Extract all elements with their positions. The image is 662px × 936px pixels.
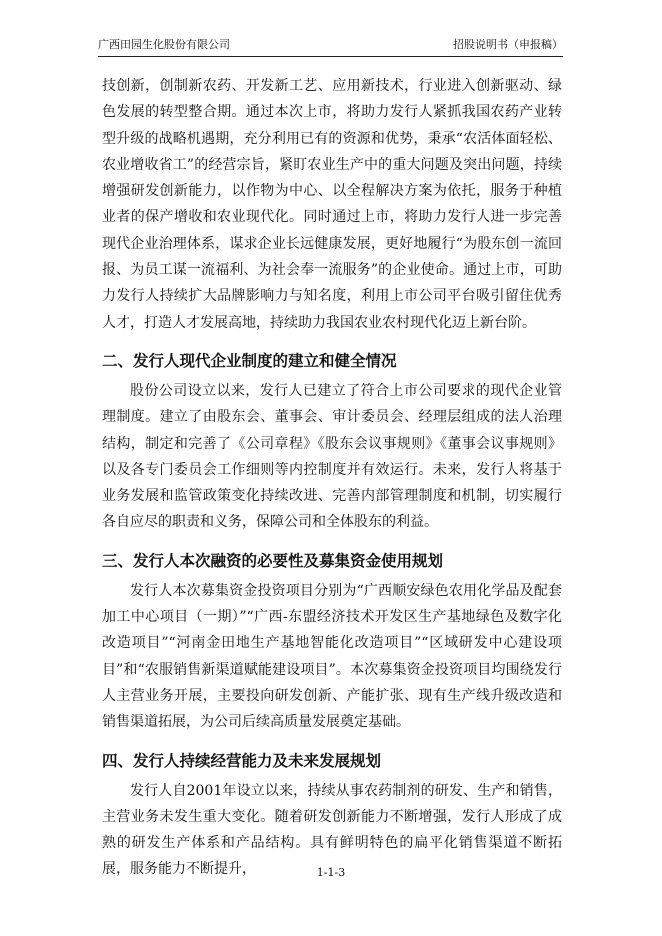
section-3-paragraph: 发行人本次募集资金投资项目分别为“广西顺安绿色农用化学品及配套加工中心项目（一期）”“广西-东盟经济技术开发区生产基地绿色及数字化改造项目”“河南金田地生产基地智能化改造项目”“区域研发中心建设项目”和“农服销售新渠道赋能建设项目”。本次募集资金投资项目均围绕发行人主营业务开展，主要投向研发创新、产能扩张、现有生产线升级改造和销售渠道拓展，为公司后续高质量发展奠定基础。 bbox=[102, 582, 562, 731]
header-document-type: 招股说明书（申报稿） bbox=[453, 38, 563, 51]
section-4-heading: 四、发行人持续经营能力及未来发展规划 bbox=[102, 751, 382, 770]
page-number: 1-1-3 bbox=[316, 866, 346, 879]
page-header bbox=[98, 34, 563, 57]
document-body bbox=[102, 73, 562, 883]
intro-paragraph: 技创新，创制新农药、开发新工艺、应用新技术，行业进入创新驱动、绿色发展的转型整合期。通过本次上市，将助力发行人紧抓我国农药产业转型升级的战略机遇期，充分利用已有的资源和优势，秉承“农活体面轻松、农业增收省工”的经营宗旨，紧盯农业生产中的重大问题及突出问题，持续增强研发创新能力，以作物为中心、以全程解决方案为依托，服务于种植业者的保产增收和农业现代化。同时通过上市，将助力发行人进一步完善现代企业治理体系，谋求企业长远健康发展，更好地履行“为股东创一流回报、为员工谋一流福利、为社会奉一流服务”的企业使命。通过上市，可助力发行人持续扩大品牌影响力与知名度，利用上市公司平台吸引留住优秀人才，打造人才发展高地，持续助力我国农业农村现代化迈上新台阶。 bbox=[102, 78, 562, 331]
section-2-heading: 二、发行人现代企业制度的建立和健全情况 bbox=[102, 351, 397, 370]
section-2-paragraph: 股份公司设立以来，发行人已建立了符合上市公司要求的现代企业管理制度。建立了由股东会、董事会、审计委员会、经理层组成的法人治理结构，制定和完善了《公司章程》《股东会议事规则》《董事会议事规则》以及各专门委员会工作细则等内控制度并有效运行。未来，发行人将基于业务发展和监管政策变化持续改进、完善内部管理制度和机制，切实履行各自应尽的职责和义务，保障公司和全体股东的利益。 bbox=[102, 382, 562, 531]
header-company-name: 广西田园生化股份有限公司 bbox=[98, 38, 230, 51]
section-4-paragraph: 发行人自2001年设立以来，持续从事农药制剂的研发、生产和销售，主营业务未发生重大变化。随着研发创新能力不断增强，发行人形成了成熟的研发生产体系和产品结构。具有鲜明特色的扁平化销售渠道不断拓展，服务能力不断提升， bbox=[102, 782, 562, 878]
section-3-heading: 三、发行人本次融资的必要性及募集资金使用规划 bbox=[102, 551, 444, 570]
